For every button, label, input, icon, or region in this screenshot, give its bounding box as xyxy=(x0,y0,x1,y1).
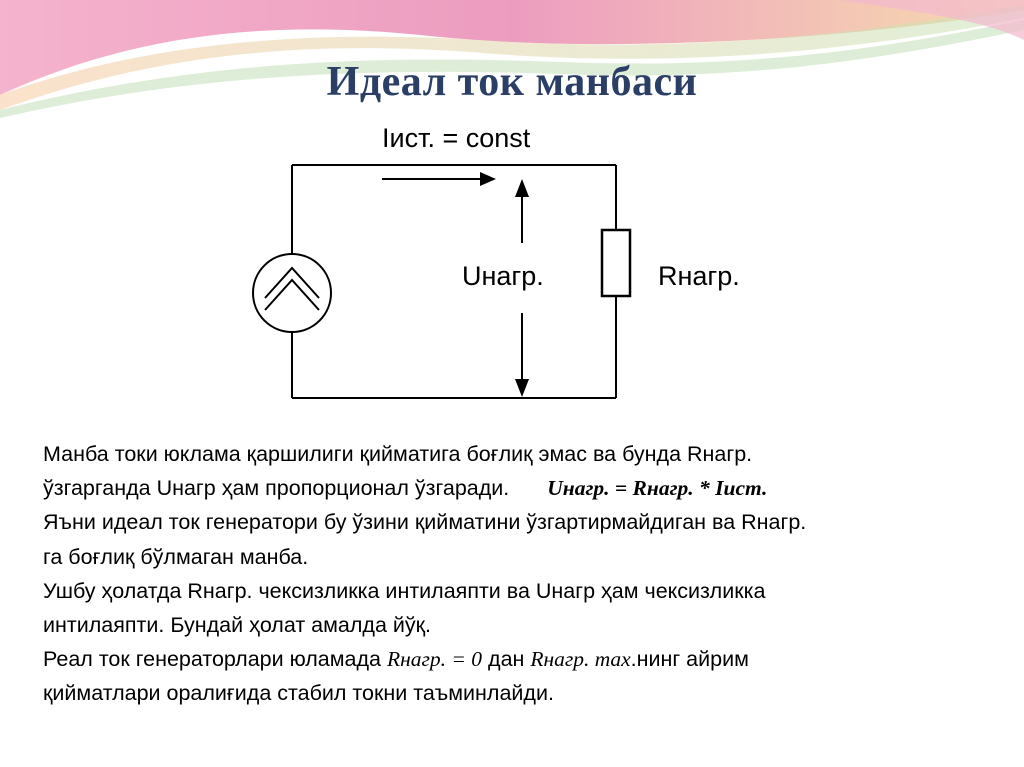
current-arrow xyxy=(382,172,496,186)
current-source-symbol xyxy=(253,254,331,332)
resistor-symbol xyxy=(602,230,630,296)
slide-title: Идеал ток манбаси xyxy=(326,59,698,105)
text-line-8: қийматлари оралиғида стабил токни таъминлайди. xyxy=(43,681,554,706)
text-line-7-part3: .нинг айрим xyxy=(630,647,749,672)
formula-ohms-law: Uнагр. = Rнагр. * Iист. xyxy=(547,476,768,501)
voltage-arrow-down xyxy=(515,313,529,397)
body-paragraph xyxy=(43,437,1003,711)
text-line-2 xyxy=(43,471,1003,505)
text-line-5: Ушбу ҳолатда Rнагр. чексизликка интилаяпти ва Uнагр ҳам чексизликка xyxy=(43,578,766,603)
text-line-7-part2: дан xyxy=(482,647,531,672)
text-line-7 xyxy=(43,642,1003,676)
circuit-diagram xyxy=(246,113,758,418)
voltage-arrow-up xyxy=(515,179,529,243)
formula-r-max: Rнагр. max xyxy=(530,647,631,672)
resistor-label: Rнагр. xyxy=(658,261,740,291)
text-line-1: Манба токи юклама қаршилиги қийматига боғлиқ эмас ва бунда Rнагр. xyxy=(43,442,753,466)
text-line-2-text: ўзгарганда Uнагр ҳам пропорционал ўзгаради. xyxy=(43,476,510,501)
formula-r-zero: Rнагр. = 0 xyxy=(386,647,483,672)
text-line-4: га боғлиқ бўлмаган манба. xyxy=(43,544,309,569)
voltage-label: Uнагр. xyxy=(462,261,544,291)
circuit-wires xyxy=(292,165,616,398)
current-label: Iист. = const xyxy=(382,123,531,153)
text-line-6: интилаяпти. Бундай ҳолат амалда йўқ. xyxy=(43,613,432,638)
text-line-3: Яъни идеал ток генератори бу ўзини қийматини ўзгартирмайдиган ва Rнагр. xyxy=(43,510,807,535)
text-line-7-part1: Реал ток генераторлари юламада xyxy=(43,647,387,672)
